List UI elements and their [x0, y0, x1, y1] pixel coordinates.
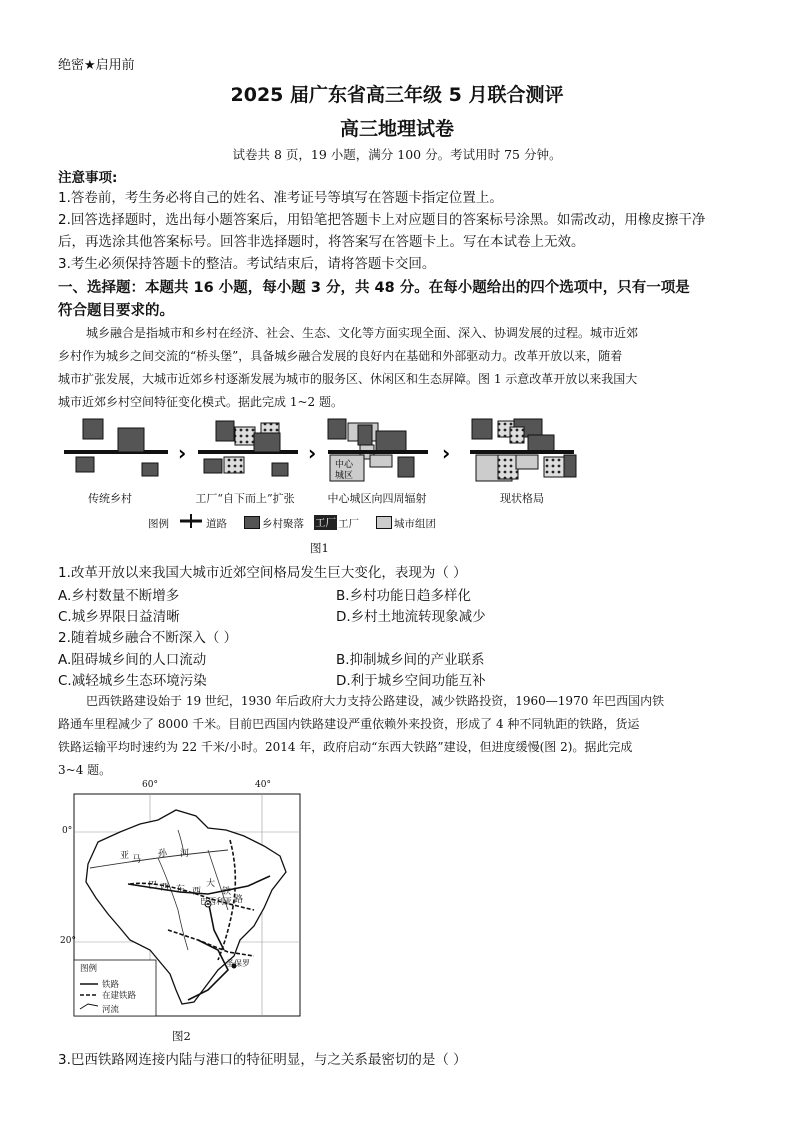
longitude-40: 40°: [255, 780, 271, 790]
stage-traditional-village: [64, 419, 168, 476]
map-label-amazon: 马: [132, 855, 142, 865]
q2-option-d[interactable]: D.利于城乡空间功能互补: [336, 673, 486, 689]
latitude-0: 0°: [62, 826, 73, 836]
exam-subtitle: 高三地理试卷: [339, 118, 454, 140]
section-heading: 一、选择题：本题共 16 小题，每小题 3 分，共 48 分。在每小题给出的四个选项中，只有一项是: [58, 280, 690, 296]
legend-village-label: 乡村聚落: [262, 518, 304, 530]
map-label-rail: 路: [234, 895, 244, 905]
q2-option-c[interactable]: C.减轻城乡生态环境污染: [58, 673, 207, 689]
passage-line: 城乡融合是指城市和乡村在经济、社会、生态、文化等方面实现全面、深入、协调发展的过程。城市近郊: [86, 326, 639, 340]
map-label-amazon: 河: [180, 849, 190, 859]
passage-line: 乡村作为城乡之间交流的“桥头堡”，具备城乡融合发展的良好内在基础和外部驱动力。改革开放以来，随着: [58, 349, 623, 363]
legend-title: 图例: [148, 518, 169, 530]
map-label-rail: 西: [192, 887, 202, 897]
latitude-20: 20°: [60, 936, 76, 946]
passage-line: 城市扩张发展，大城市近郊乡村逐渐发展为城市的服务区、休闲区和生态屏障。图 1 示意改革开放以来我国大: [58, 372, 638, 386]
stage-label: 工厂“自下而上”扩张: [195, 492, 295, 505]
map-label-amazon: 孙: [158, 849, 168, 859]
svg-text:›: ›: [308, 441, 317, 465]
map-label-amazon: 亚: [120, 851, 130, 861]
notes-heading: 注意事项:: [58, 170, 118, 186]
note-item: 1.答卷前，考生务必将自己的姓名、准考证号等填写在答题卡指定位置上。: [58, 190, 503, 206]
question-1-stem: 1.改革开放以来我国大城市近郊空间格局发生巨大变化，表现为（ ）: [58, 565, 467, 581]
note-item: 后，再选涂其他答案标号。回答非选择题时，将答案写在答题卡上。写在本试卷上无效。: [58, 234, 585, 250]
stage-center-radiation: [328, 419, 428, 481]
q1-option-d[interactable]: D.乡村土地流转现象减少: [336, 609, 486, 625]
figure1-caption: 图1: [310, 541, 329, 555]
map-legend-title: 图例: [80, 964, 98, 974]
stage-label: 中心城区向四周辐射: [327, 492, 427, 505]
q1-option-b[interactable]: B.乡村功能日趋多样化: [336, 588, 472, 604]
map-legend-building: 在建铁路: [102, 991, 137, 1001]
stage-current-pattern: [470, 419, 576, 481]
q1-option-c[interactable]: C.城乡界限日益清晰: [58, 609, 180, 625]
legend-city-label: 城市组团: [394, 518, 436, 530]
stage-label: 现状格局: [500, 492, 544, 505]
map-label-rail: 铁: [222, 887, 232, 897]
legend-factory-label: 工厂: [338, 518, 359, 530]
passage-line: 城市近郊乡村空间特征变化模式。据此完成 1~2 题。: [58, 395, 343, 409]
city-legend-icon: [376, 516, 392, 529]
q2-option-b[interactable]: B.抑制城乡间的产业联系: [336, 652, 485, 668]
exam-info: 试卷共 8 页，19 小题，满分 100 分。考试用时 75 分钟。: [232, 147, 562, 162]
question-3-stem: 3.巴西铁路网连接内陆与港口的特征明显，与之关系最密切的是（ ）: [58, 1052, 467, 1068]
village-legend-icon: [244, 516, 260, 529]
svg-text:›: ›: [442, 441, 451, 465]
longitude-60: 60°: [142, 780, 158, 790]
brazil-railway-map: [58, 780, 308, 1025]
factory-legend-icon: 工厂: [315, 517, 336, 529]
confidential-mark: 绝密★启用前: [58, 58, 135, 73]
section-heading-cont: 符合题目要求的。: [58, 303, 174, 319]
note-item: 3.考生必须保持答题卡的整洁。考试结束后，请将答题卡交回。: [58, 256, 436, 272]
passage-line: 3~4 题。: [58, 763, 112, 777]
q2-option-a[interactable]: A.阻碍城乡间的人口流动: [58, 652, 207, 668]
map-label-rail: 西: [160, 883, 170, 893]
passage-line: 巴西铁路建设始于 19 世纪，1930 年后政府大力支持公路建设，减少铁路投资，1960—1970 年巴西国内铁: [86, 694, 665, 708]
exam-title: 2025 届广东省高三年级 5 月联合测评: [230, 84, 564, 106]
note-item: 2.回答选择题时，选出每小题答案后，用铅笔把答题卡上对应题目的答案标号涂黑。如需改动，用橡皮擦干净: [58, 212, 706, 228]
question-2-stem: 2.随着城乡融合不断深入（ ）: [58, 630, 238, 646]
city-brasilia-label: 巴西利亚: [200, 897, 232, 906]
legend-road-label: 道路: [206, 518, 227, 530]
q1-option-a[interactable]: A.乡村数量不断增多: [58, 588, 180, 604]
stage-factory-expansion: [198, 421, 298, 476]
stage-label: 传统乡村: [88, 492, 132, 505]
center-label: 城区: [335, 471, 354, 481]
passage-line: 铁路运输平均时速约为 22 千米/小时。2014 年，政府启动“东西大铁路”建设，但进度缓慢(图 2)。据此完成: [58, 740, 633, 754]
road-legend-icon: [178, 512, 204, 530]
map-legend-river: 河流: [102, 1005, 120, 1015]
passage-line: 路通车里程减少了 8000 千米。目前巴西国内铁路建设严重依赖外来投资，形成了 4 种不同轨距的铁路，货运: [58, 717, 640, 731]
figure2-caption: 图2: [172, 1029, 191, 1043]
svg-text:›: ›: [178, 441, 187, 465]
map-label-rail: 巴: [148, 881, 158, 891]
map-label-rail: 大: [206, 879, 216, 889]
map-legend-rail: 铁路: [102, 980, 120, 990]
city-saopaulo-label: 圣保罗: [226, 959, 250, 968]
map-label-rail: 东: [176, 885, 186, 895]
center-label: 中心: [335, 460, 354, 470]
